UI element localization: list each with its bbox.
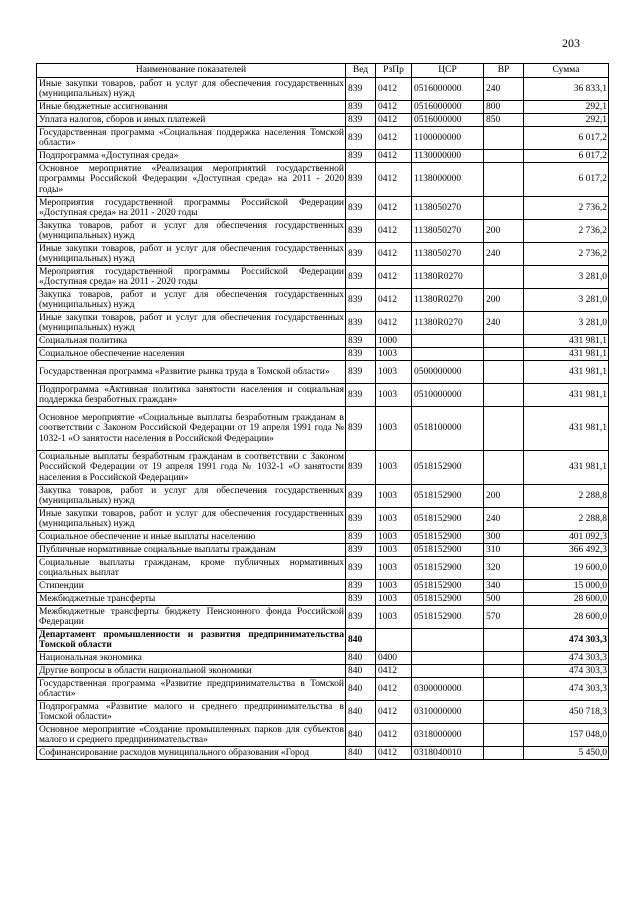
row-vr: 200: [484, 220, 524, 243]
row-rzpr: 1003: [376, 451, 412, 485]
row-vr: 340: [484, 580, 524, 593]
row-sum: 474 303,3: [524, 665, 609, 678]
row-vr: [484, 266, 524, 289]
row-vr: [484, 665, 524, 678]
table-row: [37, 78, 609, 101]
row-ved: 839: [346, 580, 376, 593]
table-row: [37, 312, 609, 335]
row-sum: 366 492,3: [524, 544, 609, 557]
row-vr: [484, 407, 524, 451]
row-ved: 839: [346, 266, 376, 289]
row-rzpr: 1003: [376, 593, 412, 606]
row-ved: 839: [346, 384, 376, 407]
table-row: [37, 243, 609, 266]
row-vr: [484, 127, 524, 150]
row-sum: 157 048,0: [524, 724, 609, 747]
row-rzpr: 0412: [376, 163, 412, 197]
row-ved: 839: [346, 114, 376, 127]
row-rzpr: 0412: [376, 101, 412, 114]
row-csr: [412, 652, 484, 665]
row-vr: [484, 678, 524, 701]
row-rzpr: 0412: [376, 266, 412, 289]
row-sum: 28 600,0: [524, 593, 609, 606]
row-sum: 431 981,1: [524, 451, 609, 485]
row-rzpr: 0412: [376, 312, 412, 335]
row-rzpr: 1003: [376, 531, 412, 544]
row-sum: 5 450,0: [524, 747, 609, 760]
table-row: [37, 665, 609, 678]
row-rzpr: 1003: [376, 508, 412, 531]
table-row: [37, 150, 609, 163]
table-row: [37, 652, 609, 665]
table-row: [37, 557, 609, 580]
row-name: Иные закупки товаров, работ и услуг для обеспечения государственных (муниципальных) нужд: [37, 243, 346, 266]
row-ved: 839: [346, 312, 376, 335]
row-ved: 840: [346, 665, 376, 678]
table-row: [37, 580, 609, 593]
row-vr: 570: [484, 606, 524, 629]
row-csr: 0518152900: [412, 557, 484, 580]
row-ved: 839: [346, 163, 376, 197]
table-row: [37, 361, 609, 384]
row-csr: [412, 629, 484, 652]
row-name: Департамент промышленности и развития предпринимательства Томской области: [37, 629, 346, 652]
table-row: [37, 678, 609, 701]
row-csr: 0518152900: [412, 580, 484, 593]
row-name: Государственная программа «Социальная поддержка населения Томской области»: [37, 127, 346, 150]
row-sum: 2 288,8: [524, 485, 609, 508]
row-rzpr: 1003: [376, 544, 412, 557]
row-csr: 0318040010: [412, 747, 484, 760]
row-vr: [484, 384, 524, 407]
row-rzpr: 0412: [376, 220, 412, 243]
row-ved: 840: [346, 724, 376, 747]
table-row: [37, 197, 609, 220]
row-vr: [484, 348, 524, 361]
row-name: Иные закупки товаров, работ и услуг для обеспечения государственных (муниципальных) нужд: [37, 508, 346, 531]
row-name: Социальная политика: [37, 335, 346, 348]
row-vr: 240: [484, 508, 524, 531]
row-vr: [484, 629, 524, 652]
row-csr: 0516000000: [412, 114, 484, 127]
row-name: Закупка товаров, работ и услуг для обеспечения государственных (муниципальных) нужд: [37, 289, 346, 312]
row-csr: [412, 335, 484, 348]
row-ved: 839: [346, 127, 376, 150]
table-row: [37, 629, 609, 652]
row-sum: 2 288,8: [524, 508, 609, 531]
row-csr: 0518152900: [412, 508, 484, 531]
table-row: [37, 508, 609, 531]
row-ved: 839: [346, 485, 376, 508]
row-vr: [484, 701, 524, 724]
table-row: [37, 384, 609, 407]
row-csr: 0500000000: [412, 361, 484, 384]
row-vr: 850: [484, 114, 524, 127]
row-vr: [484, 361, 524, 384]
row-name: Мероприятия государственной программы Российской Федерации «Доступная среда» на 2011 - 2020 годы: [37, 197, 346, 220]
table-header-row: [37, 64, 609, 78]
row-ved: 839: [346, 289, 376, 312]
row-name: Закупка товаров, работ и услуг для обеспечения государственных (муниципальных) нужд: [37, 485, 346, 508]
row-sum: 431 981,1: [524, 407, 609, 451]
row-ved: 839: [346, 361, 376, 384]
row-sum: 292,1: [524, 101, 609, 114]
row-name: Иные закупки товаров, работ и услуг для обеспечения государственных (муниципальных) нужд: [37, 312, 346, 335]
row-sum: 6 017,2: [524, 150, 609, 163]
row-vr: 310: [484, 544, 524, 557]
row-vr: [484, 451, 524, 485]
row-csr: 1138050270: [412, 220, 484, 243]
row-csr: 0310000000: [412, 701, 484, 724]
table-row: [37, 531, 609, 544]
table-row: [37, 724, 609, 747]
row-vr: [484, 150, 524, 163]
row-csr: 0318000000: [412, 724, 484, 747]
row-rzpr: 0412: [376, 665, 412, 678]
row-csr: 0518152900: [412, 485, 484, 508]
table-row: [37, 101, 609, 114]
row-sum: 431 981,1: [524, 348, 609, 361]
row-csr: 0518152900: [412, 593, 484, 606]
row-csr: 0518152900: [412, 544, 484, 557]
row-name: Межбюджетные трансферты: [37, 593, 346, 606]
row-sum: 474 303,3: [524, 629, 609, 652]
row-ved: 840: [346, 701, 376, 724]
row-csr: 1138050270: [412, 197, 484, 220]
table-row: [37, 747, 609, 760]
row-rzpr: 0412: [376, 747, 412, 760]
row-vr: [484, 652, 524, 665]
row-rzpr: 1003: [376, 361, 412, 384]
table-row: [37, 593, 609, 606]
row-ved: 839: [346, 78, 376, 101]
row-ved: 839: [346, 606, 376, 629]
row-name: Основное мероприятие «Социальные выплаты безработным гражданам в соответствии с Законом Российской Федерации от 19 апреля 1991 года № 1032-1 «О занятости населения в Российской Федерации»: [37, 407, 346, 451]
row-ved: 839: [346, 593, 376, 606]
row-vr: [484, 747, 524, 760]
row-vr: 300: [484, 531, 524, 544]
row-vr: 200: [484, 289, 524, 312]
row-ved: 839: [346, 243, 376, 266]
header-vr: ВР: [484, 64, 524, 78]
row-vr: 500: [484, 593, 524, 606]
row-csr: 1130000000: [412, 150, 484, 163]
row-ved: 839: [346, 101, 376, 114]
row-csr: 0510000000: [412, 384, 484, 407]
row-rzpr: 1003: [376, 580, 412, 593]
row-ved: 839: [346, 197, 376, 220]
table-row: [37, 266, 609, 289]
row-name: Межбюджетные трансферты бюджету Пенсионного фонда Российской Федерации: [37, 606, 346, 629]
row-sum: 3 281,0: [524, 289, 609, 312]
row-vr: [484, 335, 524, 348]
row-name: Государственная программа «Развитие рынка труда в Томской области»: [37, 361, 346, 384]
row-name: Основное мероприятие «Создание промышленных парков для субъектов малого и среднего предпринимательства»: [37, 724, 346, 747]
row-sum: 2 736,2: [524, 197, 609, 220]
row-sum: 431 981,1: [524, 384, 609, 407]
row-rzpr: 1003: [376, 557, 412, 580]
row-csr: 1138050270: [412, 243, 484, 266]
row-rzpr: 0412: [376, 150, 412, 163]
row-csr: [412, 348, 484, 361]
row-name: Закупка товаров, работ и услуг для обеспечения государственных (муниципальных) нужд: [37, 220, 346, 243]
row-rzpr: 0412: [376, 678, 412, 701]
row-name: Софинансирование расходов муниципального образования «Город: [37, 747, 346, 760]
row-ved: 839: [346, 557, 376, 580]
row-sum: 474 303,3: [524, 652, 609, 665]
row-rzpr: [376, 629, 412, 652]
row-vr: 240: [484, 243, 524, 266]
row-name: Социальные выплаты безработным гражданам в соответствии с Законом Российской Федерации от 19 апреля 1991 года № 1032-1 «О занятости населения в Российской Федерации»: [37, 451, 346, 485]
row-ved: 839: [346, 508, 376, 531]
header-rzpr: РзПр: [376, 64, 412, 78]
row-sum: 3 281,0: [524, 266, 609, 289]
row-rzpr: 1003: [376, 348, 412, 361]
row-csr: 0518152900: [412, 606, 484, 629]
row-rzpr: 0412: [376, 114, 412, 127]
row-name: Уплата налогов, сборов и иных платежей: [37, 114, 346, 127]
row-name: Подпрограмма «Активная политика занятости населения и социальная поддержка безработных граждан»: [37, 384, 346, 407]
row-ved: 840: [346, 747, 376, 760]
row-name: Стипендии: [37, 580, 346, 593]
row-rzpr: 0412: [376, 289, 412, 312]
row-csr: 1100000000: [412, 127, 484, 150]
row-ved: 840: [346, 678, 376, 701]
row-sum: 19 600,0: [524, 557, 609, 580]
table-row: [37, 451, 609, 485]
row-csr: 0516000000: [412, 78, 484, 101]
row-name: Социальные выплаты гражданам, кроме публичных нормативных социальных выплат: [37, 557, 346, 580]
row-sum: 6 017,2: [524, 163, 609, 197]
table-row: [37, 220, 609, 243]
row-rzpr: 0412: [376, 701, 412, 724]
row-name: Основное мероприятие «Реализация мероприятий государственной программы Российской Федерации «Доступная среда» на 2011 - 2020 годы»: [37, 163, 346, 197]
row-rzpr: 1003: [376, 384, 412, 407]
table-row: [37, 348, 609, 361]
row-rzpr: 1003: [376, 606, 412, 629]
row-sum: 6 017,2: [524, 127, 609, 150]
row-ved: 839: [346, 220, 376, 243]
table-row: [37, 701, 609, 724]
page-number: 203: [562, 36, 580, 50]
row-ved: 840: [346, 629, 376, 652]
row-ved: 839: [346, 335, 376, 348]
row-csr: 1138000000: [412, 163, 484, 197]
row-name: Социальное обеспечение и иные выплаты населению: [37, 531, 346, 544]
budget-table: [36, 63, 609, 760]
row-name: Публичные нормативные социальные выплаты гражданам: [37, 544, 346, 557]
header-csr: ЦСР: [412, 64, 484, 78]
row-sum: 28 600,0: [524, 606, 609, 629]
row-ved: 839: [346, 451, 376, 485]
row-vr: 320: [484, 557, 524, 580]
row-rzpr: 0412: [376, 724, 412, 747]
row-sum: 3 281,0: [524, 312, 609, 335]
row-name: Иные бюджетные ассигнования: [37, 101, 346, 114]
row-vr: 800: [484, 101, 524, 114]
row-sum: 431 981,1: [524, 335, 609, 348]
row-rzpr: 0400: [376, 652, 412, 665]
row-csr: 0518152900: [412, 451, 484, 485]
header-ved: Вед: [346, 64, 376, 78]
header-sum: Сумма: [524, 64, 609, 78]
row-vr: [484, 724, 524, 747]
row-rzpr: 0412: [376, 127, 412, 150]
table-row: [37, 335, 609, 348]
row-name: Государственная программа «Развитие предпринимательства в Томской области»: [37, 678, 346, 701]
row-vr: 200: [484, 485, 524, 508]
row-name: Национальная экономика: [37, 652, 346, 665]
table-row: [37, 407, 609, 451]
table-row: [37, 114, 609, 127]
row-sum: 474 303,3: [524, 678, 609, 701]
row-rzpr: 1003: [376, 485, 412, 508]
table-row: [37, 544, 609, 557]
table-row: [37, 127, 609, 150]
row-ved: 839: [346, 150, 376, 163]
row-csr: 11380R0270: [412, 312, 484, 335]
table-row: [37, 163, 609, 197]
row-rzpr: 0412: [376, 243, 412, 266]
row-csr: 11380R0270: [412, 289, 484, 312]
row-csr: 0300000000: [412, 678, 484, 701]
row-sum: 36 833,1: [524, 78, 609, 101]
row-rzpr: 0412: [376, 78, 412, 101]
row-csr: 0518100000: [412, 407, 484, 451]
row-name: Подпрограмма «Доступная среда»: [37, 150, 346, 163]
row-rzpr: 1000: [376, 335, 412, 348]
row-ved: 840: [346, 652, 376, 665]
row-vr: [484, 197, 524, 220]
header-name: Наименование показателей: [37, 64, 346, 78]
row-sum: 2 736,2: [524, 220, 609, 243]
row-vr: 240: [484, 78, 524, 101]
row-name: Социальное обеспечение населения: [37, 348, 346, 361]
row-name: Иные закупки товаров, работ и услуг для обеспечения государственных (муниципальных) нужд: [37, 78, 346, 101]
table-row: [37, 485, 609, 508]
row-name: Другие вопросы в области национальной экономики: [37, 665, 346, 678]
table-row: [37, 606, 609, 629]
row-ved: 839: [346, 407, 376, 451]
row-sum: 292,1: [524, 114, 609, 127]
row-csr: [412, 665, 484, 678]
row-sum: 15 000,0: [524, 580, 609, 593]
row-sum: 431 981,1: [524, 361, 609, 384]
row-csr: 0516000000: [412, 101, 484, 114]
table-row: [37, 289, 609, 312]
row-vr: 240: [484, 312, 524, 335]
row-rzpr: 0412: [376, 197, 412, 220]
row-name: Подпрограмма «Развитие малого и среднего предпринимательства в Томской области»: [37, 701, 346, 724]
row-ved: 839: [346, 531, 376, 544]
row-sum: 450 718,3: [524, 701, 609, 724]
row-ved: 839: [346, 348, 376, 361]
row-name: Мероприятия государственной программы Российской Федерации «Доступная среда» на 2011 - 2020 годы: [37, 266, 346, 289]
row-sum: 401 092,3: [524, 531, 609, 544]
row-rzpr: 1003: [376, 407, 412, 451]
row-ved: 839: [346, 544, 376, 557]
row-vr: [484, 163, 524, 197]
row-csr: 11380R0270: [412, 266, 484, 289]
row-csr: 0518152900: [412, 531, 484, 544]
row-sum: 2 736,2: [524, 243, 609, 266]
